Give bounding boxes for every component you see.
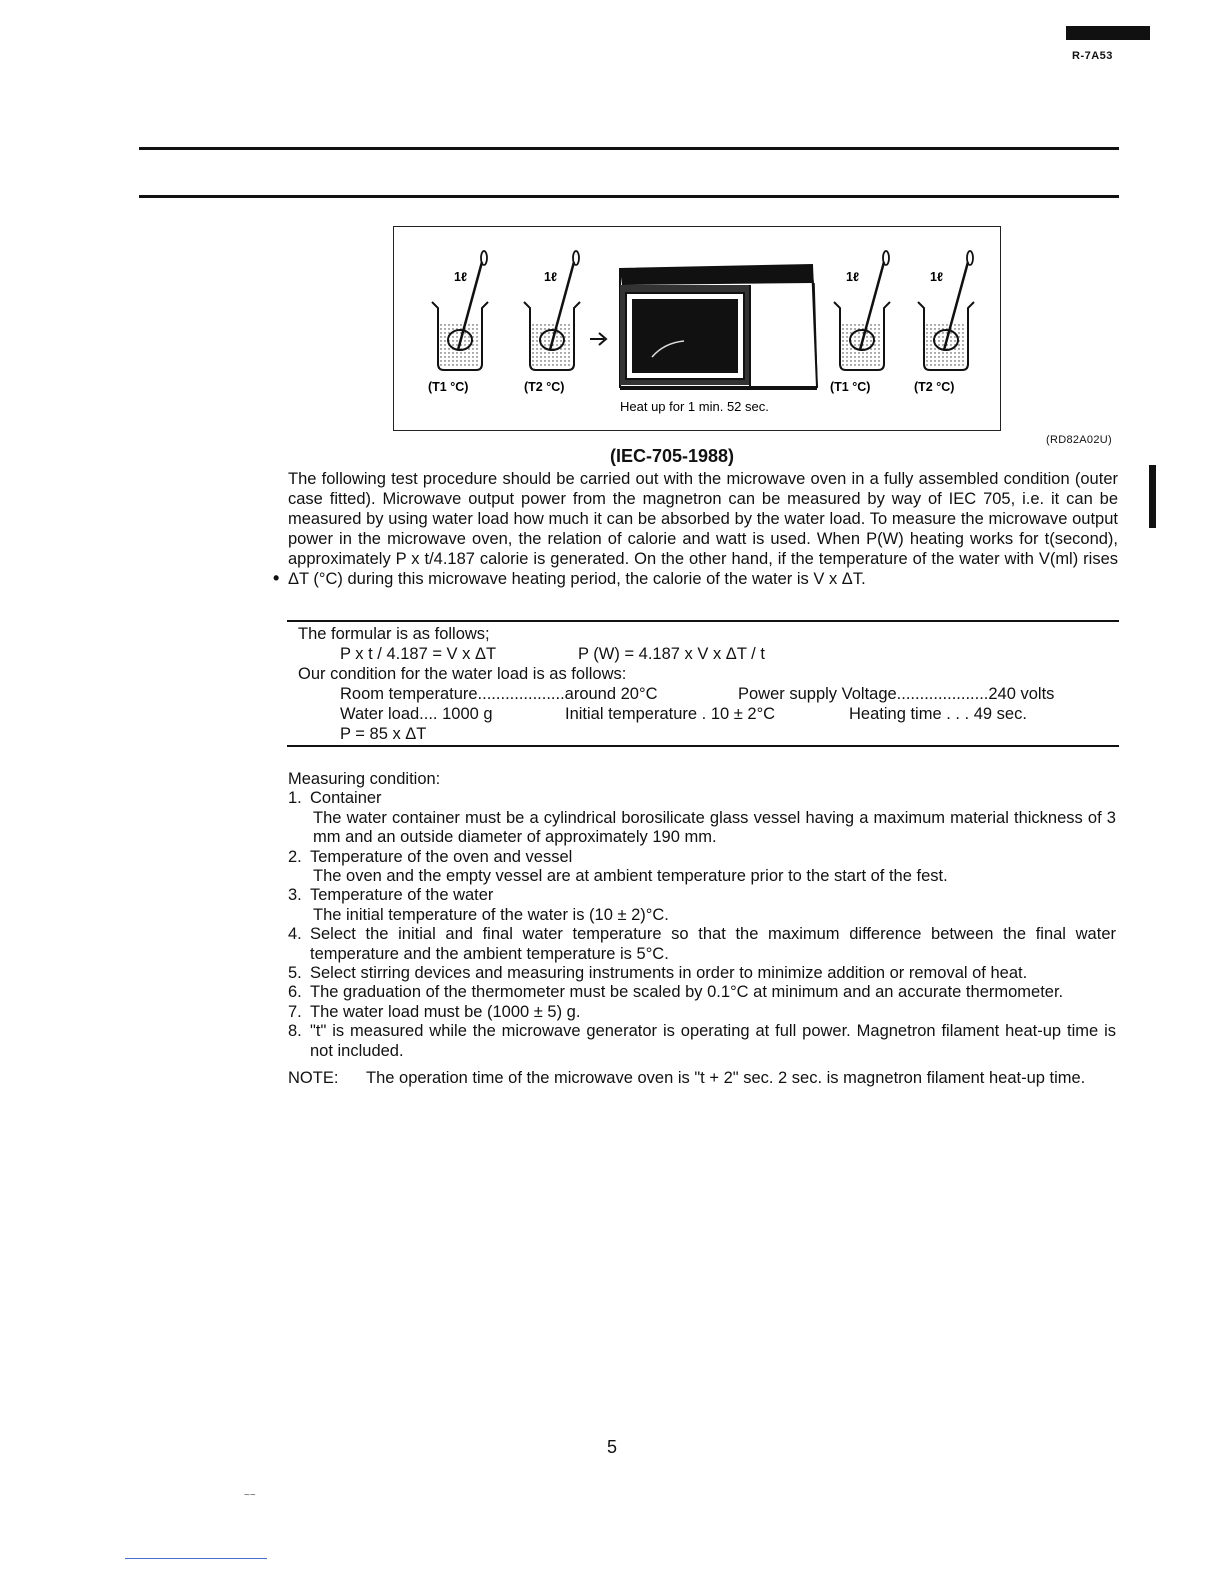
equation-row bbox=[298, 644, 1113, 664]
beaker-icon bbox=[432, 251, 488, 370]
list-item bbox=[288, 886, 1116, 905]
item-number: 3. bbox=[288, 886, 302, 905]
heating-time: Heating time . . . 49 sec. bbox=[849, 705, 1027, 723]
figure-caption: Heat up for 1 min. 52 sec. bbox=[620, 399, 769, 414]
standard-title: (IEC-705-1988) bbox=[609, 446, 735, 466]
equation-1: P x t / 4.187 = V x ΔT bbox=[340, 645, 497, 663]
bullet-mark: • bbox=[273, 568, 280, 588]
header-black-tab bbox=[1066, 26, 1150, 40]
item-number: 1. bbox=[288, 789, 302, 808]
note bbox=[288, 1069, 1116, 1088]
item-detail: The water container must be a cylindrical borosilicate glass vessel having a maximum material thickness of 3 mm and an outside diameter of approximately 190 mm. bbox=[313, 808, 1116, 847]
list-item bbox=[288, 964, 1116, 983]
condition-intro: Our condition for the water load is as follows: bbox=[298, 665, 627, 683]
item-detail: The oven and the empty vessel are at ambient temperature prior to the start of the fest. bbox=[313, 867, 948, 886]
beaker-volume-label: 1ℓ bbox=[846, 270, 860, 284]
item-number: 6. bbox=[288, 983, 302, 1002]
water-load: Water load.... 1000 g bbox=[340, 705, 493, 723]
item-title: Temperature of the water bbox=[310, 886, 494, 905]
arrow-icon bbox=[590, 333, 606, 345]
stray-mark: ~~ bbox=[244, 1490, 256, 1501]
temperature-label: (T1 °C) bbox=[830, 380, 871, 394]
temperature-label: (T2 °C) bbox=[524, 380, 565, 394]
measuring-title: Measuring condition: bbox=[288, 770, 441, 788]
temperature-label: (T2 °C) bbox=[914, 380, 955, 394]
initial-temperature: Initial temperature . 10 ± 2°C bbox=[565, 705, 776, 723]
item-number: 7. bbox=[288, 1002, 302, 1021]
item-number: 5. bbox=[288, 964, 302, 983]
condition-row-2 bbox=[298, 704, 1113, 724]
equation-2: P (W) = 4.187 x V x ΔT / t bbox=[578, 645, 765, 663]
list-item bbox=[288, 925, 1116, 964]
top-rule bbox=[139, 147, 1119, 150]
formula-block bbox=[298, 624, 1113, 744]
beaker-icon bbox=[834, 251, 890, 370]
item-title: Select stirring devices and measuring instruments in order to minimize addition or removal of heat. bbox=[310, 964, 1028, 983]
beaker-icon bbox=[524, 251, 580, 370]
item-title: Container bbox=[310, 789, 382, 808]
item-number: 8. bbox=[288, 1022, 302, 1041]
item-number: 2. bbox=[288, 847, 302, 866]
list-item bbox=[288, 789, 1116, 808]
formula-bottom-rule bbox=[287, 745, 1119, 747]
note-text: The operation time of the microwave oven is "t + 2" sec. 2 sec. is magnetron filament heat-up time. bbox=[366, 1069, 1086, 1088]
figure-illustration bbox=[394, 227, 999, 429]
measuring-conditions bbox=[288, 770, 1116, 1089]
beaker-volume-label: 1ℓ bbox=[544, 270, 558, 284]
formula-intro: The formular is as follows; bbox=[298, 625, 490, 643]
measurement-figure bbox=[393, 226, 1001, 431]
bottom-line bbox=[125, 1558, 267, 1559]
microwave-oven-icon bbox=[620, 265, 817, 389]
page-number: 5 bbox=[606, 1437, 617, 1457]
supply-voltage: Power supply Voltage....................240 volts bbox=[738, 685, 1055, 703]
list-item bbox=[288, 983, 1116, 1002]
revision-bar bbox=[1149, 465, 1156, 528]
item-title: The water load must be (1000 ± 5) g. bbox=[310, 1002, 581, 1021]
note-label: NOTE: bbox=[288, 1069, 339, 1088]
temperature-label: (T1 °C) bbox=[428, 380, 469, 394]
result-formula: P = 85 x ΔT bbox=[340, 725, 427, 743]
item-number: 4. bbox=[288, 925, 302, 944]
item-title: Select the initial and final water temperature so that the maximum difference between the final water temperature and the ambient temperature is 5°C. bbox=[310, 925, 1116, 963]
intro-paragraph: The following test procedure should be carried out with the microwave oven in a fully assembled condition (outer case fitted). Microwave output power from the magnetron can be measured by way of IEC 705, i.e. it can be measured by using water load how much it can be absorbed by the water load. To measure the microwave output power in the microwave oven, the relation of calorie and watt is used. When P(W) heating works for t(second), approximately P x t/4.187 calorie is generated. On the other hand, if the temperature of the water with V(ml) rises ΔT (°C) during this microwave heating period, the calorie of the water is V x ΔT. bbox=[288, 470, 1118, 588]
condition-row-1 bbox=[298, 684, 1113, 704]
beaker-icon bbox=[918, 251, 974, 370]
second-rule bbox=[139, 195, 1119, 198]
beaker-volume-label: 1ℓ bbox=[454, 270, 468, 284]
list-item bbox=[288, 848, 1116, 867]
item-title: Temperature of the oven and vessel bbox=[310, 847, 573, 866]
list-item bbox=[288, 1022, 1116, 1061]
item-title: "t" is measured while the microwave generator is operating at full power. Magnetron filament heat-up time is not included. bbox=[310, 1022, 1116, 1060]
model-number: R-7A53 bbox=[1072, 50, 1113, 62]
list-item bbox=[288, 1003, 1116, 1022]
item-title: The graduation of the thermometer must be scaled by 0.1°C at minimum and an accurate thermometer. bbox=[310, 983, 1064, 1002]
figure-code: (RD82A02U) bbox=[1046, 434, 1112, 446]
room-temperature: Room temperature...................around 20°C bbox=[340, 685, 658, 703]
formula-top-rule bbox=[287, 620, 1119, 622]
item-detail: The initial temperature of the water is (10 ± 2)°C. bbox=[313, 905, 669, 924]
beaker-volume-label: 1ℓ bbox=[930, 270, 944, 284]
